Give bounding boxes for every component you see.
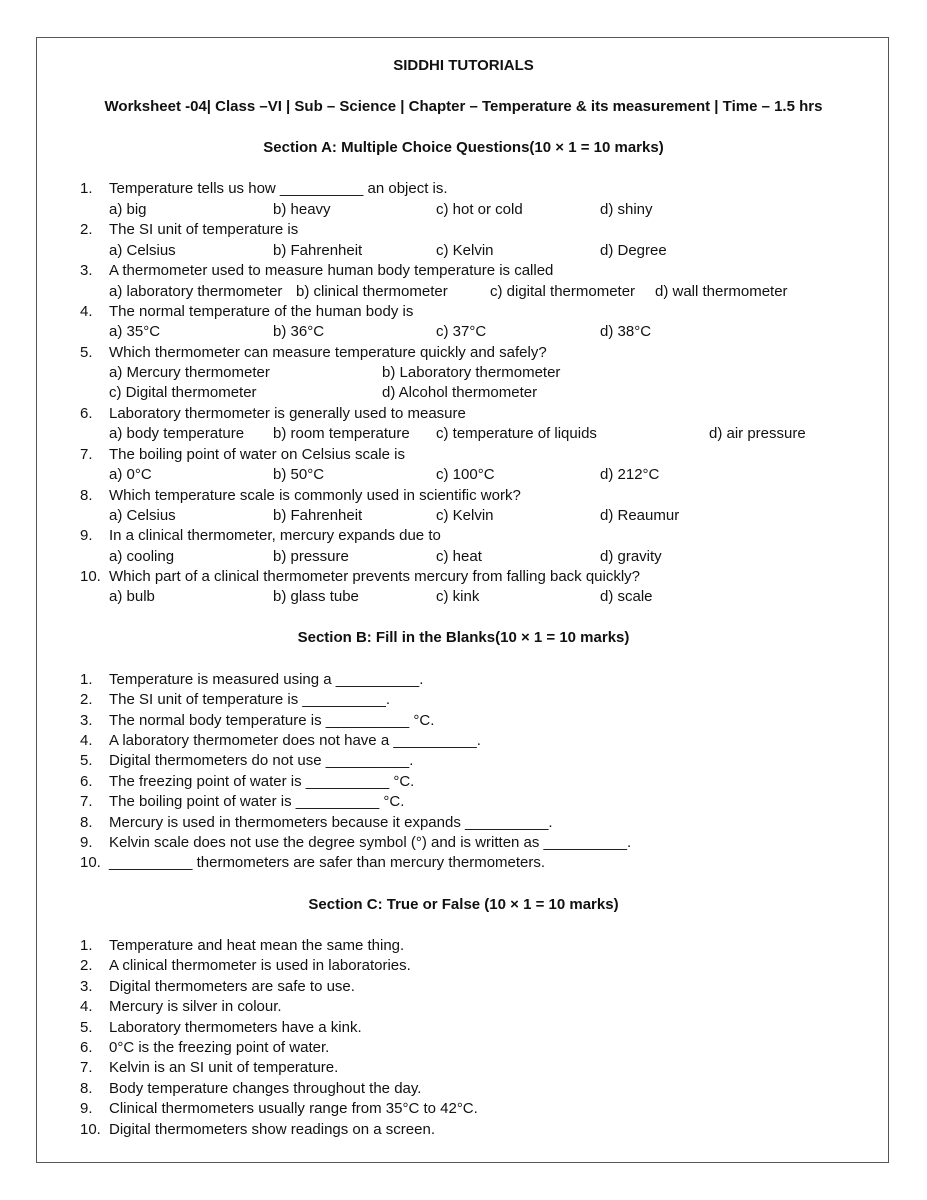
question-number: 5. xyxy=(80,344,93,361)
option-a: a) Celsius xyxy=(109,507,176,524)
fill-blank-item: The boiling point of water is __________ °C. xyxy=(109,793,405,810)
option-a: a) 0°C xyxy=(109,466,152,483)
option-d: d) gravity xyxy=(600,548,662,565)
option-b: b) Fahrenheit xyxy=(273,507,363,524)
option-c: c) heat xyxy=(436,548,482,565)
option-b: b) Laboratory thermometer xyxy=(382,364,561,381)
question-text: The normal temperature of the human body is xyxy=(109,303,414,320)
item-number: 10. xyxy=(80,1121,101,1138)
question-text: Laboratory thermometer is generally used to measure xyxy=(109,405,466,422)
item-number: 4. xyxy=(80,998,93,1015)
option-d: d) Alcohol thermometer xyxy=(382,384,538,401)
option-d: d) Degree xyxy=(600,242,667,259)
worksheet-info: Worksheet -04| Class –VI | Sub – Science | Chapter – Temperature & its measurement | Time – 1.5 hrs xyxy=(104,98,823,115)
question-number: 10. xyxy=(80,568,101,585)
question-number: 9. xyxy=(80,527,93,544)
item-number: 2. xyxy=(80,691,93,708)
option-b: b) Fahrenheit xyxy=(273,242,363,259)
true-false-item: Clinical thermometers usually range from 35°C to 42°C. xyxy=(109,1100,478,1117)
item-number: 2. xyxy=(80,957,93,974)
option-c: c) 37°C xyxy=(436,323,487,340)
fill-blank-item: Temperature is measured using a __________. xyxy=(109,671,424,688)
option-a: a) laboratory thermometer xyxy=(109,283,283,300)
option-a: a) bulb xyxy=(109,588,155,605)
item-number: 4. xyxy=(80,732,93,749)
section-c-title: Section C: True or False (10 × 1 = 10 marks) xyxy=(308,896,619,913)
question-number: 7. xyxy=(80,446,93,463)
question-text: The SI unit of temperature is xyxy=(109,221,299,238)
option-b: b) clinical thermometer xyxy=(296,283,448,300)
option-c: c) Digital thermometer xyxy=(109,384,257,401)
option-d: d) shiny xyxy=(600,201,653,218)
item-number: 8. xyxy=(80,814,93,831)
item-number: 3. xyxy=(80,978,93,995)
item-number: 5. xyxy=(80,752,93,769)
question-text: Temperature tells us how __________ an object is. xyxy=(109,180,448,197)
item-number: 7. xyxy=(80,793,93,810)
question-text: In a clinical thermometer, mercury expands due to xyxy=(109,527,441,544)
option-c: c) Kelvin xyxy=(436,242,494,259)
fill-blank-item: The freezing point of water is __________ °C. xyxy=(109,773,415,790)
item-number: 9. xyxy=(80,834,93,851)
question-text: Which part of a clinical thermometer prevents mercury from falling back quickly? xyxy=(109,568,641,585)
item-number: 8. xyxy=(80,1080,93,1097)
true-false-item: 0°C is the freezing point of water. xyxy=(109,1039,330,1056)
item-number: 1. xyxy=(80,937,93,954)
question-number: 3. xyxy=(80,262,93,279)
question-text: Which thermometer can measure temperature quickly and safely? xyxy=(109,344,547,361)
option-a: a) body temperature xyxy=(109,425,245,442)
question-text: Which temperature scale is commonly used in scientific work? xyxy=(109,487,521,504)
item-number: 7. xyxy=(80,1059,93,1076)
true-false-item: Temperature and heat mean the same thing. xyxy=(109,937,405,954)
section-b-title: Section B: Fill in the Blanks(10 × 1 = 10 marks) xyxy=(297,629,630,646)
question-text: A thermometer used to measure human body temperature is called xyxy=(109,262,554,279)
question-number: 2. xyxy=(80,221,93,238)
true-false-item: Digital thermometers are safe to use. xyxy=(109,978,355,995)
option-b: b) pressure xyxy=(273,548,349,565)
option-c: c) digital thermometer xyxy=(490,283,636,300)
item-number: 9. xyxy=(80,1100,93,1117)
fill-blank-item: Mercury is used in thermometers because it expands __________. xyxy=(109,814,553,831)
question-number: 1. xyxy=(80,180,93,197)
fill-blank-item: The SI unit of temperature is __________. xyxy=(109,691,391,708)
option-d: d) air pressure xyxy=(709,425,806,442)
true-false-item: Digital thermometers show readings on a screen. xyxy=(109,1121,435,1138)
item-number: 3. xyxy=(80,712,93,729)
item-number: 10. xyxy=(80,854,101,871)
option-d: d) Reaumur xyxy=(600,507,680,524)
fill-blank-item: Digital thermometers do not use __________. xyxy=(109,752,414,769)
true-false-item: Body temperature changes throughout the day. xyxy=(109,1080,422,1097)
option-b: b) 50°C xyxy=(273,466,325,483)
option-a: a) cooling xyxy=(109,548,175,565)
option-c: c) temperature of liquids xyxy=(436,425,597,442)
option-b: b) heavy xyxy=(273,201,331,218)
fill-blank-item: The normal body temperature is __________ °C. xyxy=(109,712,435,729)
true-false-item: Laboratory thermometers have a kink. xyxy=(109,1019,362,1036)
item-number: 6. xyxy=(80,1039,93,1056)
option-a: a) Celsius xyxy=(109,242,176,259)
institute-title: SIDDHI TUTORIALS xyxy=(393,57,534,74)
fill-blank-item: __________ thermometers are safer than mercury thermometers. xyxy=(109,854,546,871)
item-number: 5. xyxy=(80,1019,93,1036)
option-d: d) 38°C xyxy=(600,323,652,340)
option-a: a) big xyxy=(109,201,147,218)
true-false-item: Kelvin is an SI unit of temperature. xyxy=(109,1059,339,1076)
true-false-item: Mercury is silver in colour. xyxy=(109,998,282,1015)
question-number: 6. xyxy=(80,405,93,422)
option-c: c) hot or cold xyxy=(436,201,523,218)
option-b: b) glass tube xyxy=(273,588,359,605)
true-false-item: A clinical thermometer is used in laboratories. xyxy=(109,957,411,974)
option-d: d) scale xyxy=(600,588,653,605)
option-a: a) 35°C xyxy=(109,323,161,340)
fill-blank-item: Kelvin scale does not use the degree symbol (°) and is written as __________. xyxy=(109,834,632,851)
item-number: 6. xyxy=(80,773,93,790)
option-c: c) 100°C xyxy=(436,466,495,483)
item-number: 1. xyxy=(80,671,93,688)
option-c: c) Kelvin xyxy=(436,507,494,524)
option-a: a) Mercury thermometer xyxy=(109,364,270,381)
fill-blank-item: A laboratory thermometer does not have a __________. xyxy=(109,732,481,749)
option-c: c) kink xyxy=(436,588,480,605)
option-d: d) wall thermometer xyxy=(655,283,788,300)
question-number: 4. xyxy=(80,303,93,320)
question-number: 8. xyxy=(80,487,93,504)
option-b: b) room temperature xyxy=(273,425,410,442)
question-text: The boiling point of water on Celsius scale is xyxy=(109,446,405,463)
section-a-title: Section A: Multiple Choice Questions(10 × 1 = 10 marks) xyxy=(263,139,664,156)
option-b: b) 36°C xyxy=(273,323,325,340)
option-d: d) 212°C xyxy=(600,466,660,483)
